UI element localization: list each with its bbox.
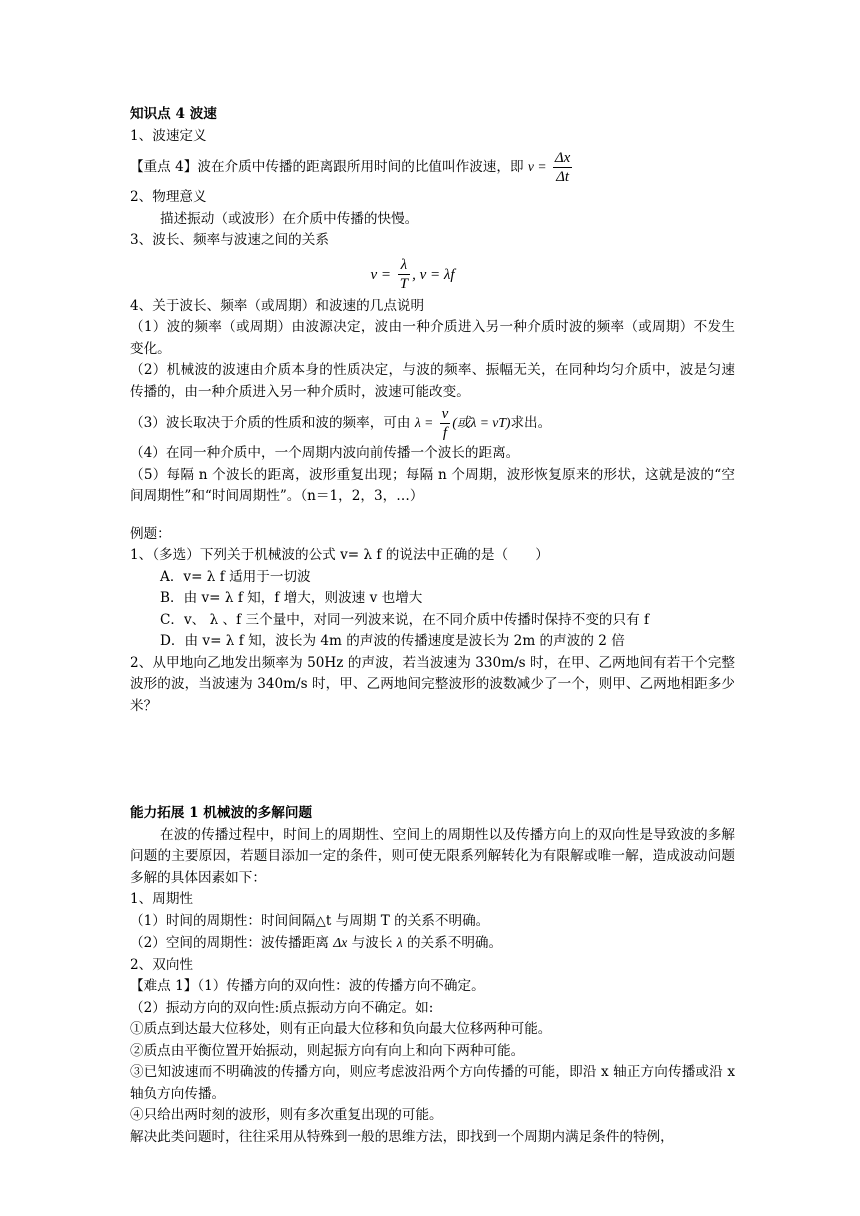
option-b: B．由 v= λ f 知，f 增大，则波速 v 也增大 [160, 590, 423, 606]
question-2: 2、从甲地向乙地发出频率为 50Hz 的声波，若当波速为 330m/s 时，在甲、乙两地间有若干个完整波形的波，当波速为 340m/s 时，甲、乙两地间完整波形的波数减少了一个，则甲、乙两地相距多少米？ [130, 654, 735, 714]
fraction-denominator: Δt [556, 169, 570, 185]
note-4: （4）在同一种介质中，一个周期内波向前传播一个波长的距离。 [130, 445, 520, 461]
key-point-4 [130, 147, 735, 187]
formula-fraction [553, 149, 572, 186]
question-1: 1、（多选）下列关于机械波的公式 v= λ f 的说法中正确的是（ ） [130, 547, 549, 563]
relation-equation [130, 252, 735, 296]
option-d: D．由 v= λ f 知，波长为 4m 的声波的传播速度是波长为 2m 的声波的 2 倍 [160, 633, 625, 649]
space-lambda: λ [396, 935, 403, 950]
heading-meaning: 2、物理意义 [130, 189, 207, 205]
section-title-wave-speed: 知识点 4 波速 [130, 106, 217, 122]
space-suffix: 的关系不明确。 [406, 935, 503, 951]
note-3-numerator: v [441, 406, 449, 422]
note-3-suffix: 求出。 [510, 415, 552, 431]
space-dx: Δx [333, 935, 348, 950]
difficulty-1: 【难点 1】（1）传播方向的双向性：波的传播方向不确定。 [130, 978, 485, 994]
vibration-direction: （2）振动方向的双向性:质点振动方向不确定。如: [130, 999, 434, 1016]
case-4: ④只给出两时刻的波形，则有多次重复出现的可能。 [130, 1107, 443, 1123]
heading-definition: 1、波速定义 [130, 127, 207, 144]
final-paragraph: 解决此类问题时，往往采用从特殊到一般的思维方法，即找到一个周期内满足条件的特例， [130, 1128, 674, 1145]
formula-v: v = [527, 159, 547, 174]
document-body [130, 104, 735, 1148]
heading-periodicity: 1、周期性 [130, 891, 194, 907]
examples-title: 例题： [130, 525, 171, 542]
relation-fraction [398, 256, 410, 293]
option-c: C．v、 λ 、f 三个量中，对同一列波来说，在不同介质中传播时保持不变的只有 f [160, 611, 650, 628]
space-prefix: （2）空间的周期性：波传播距离 [130, 935, 329, 951]
periodicity-space [130, 932, 735, 955]
heading-relation: 3、波长、频率与波速之间的关系 [130, 232, 329, 248]
relation-v: v = [370, 266, 391, 283]
note-3-lambda: λ = [414, 415, 434, 430]
relation-denominator: T [399, 276, 409, 292]
case-3: ③已知波速而不明确波的传播方向，则应考虑波沿两个方向传播的可能，即沿 x 轴正方向传播或沿 x 轴负方向传播。 [130, 1064, 735, 1102]
note-3-prefix: （3）波长取决于介质的性质和波的频率，可由 [130, 415, 411, 431]
heading-bidirectional: 2、双向性 [130, 956, 194, 973]
section-intro: 在波的传播过程中，时间上的周期性、空间上的周期性以及传播方向上的双向性是导致波的多解问题的主要原因，若题目添加一定的条件，则可使无限系列解转化为有限解或唯一解，造成波动问题多解的具体因素如下： [130, 826, 735, 886]
note-2: （2）机械波的波速由介质本身的性质决定，与波的频率、振幅无关，在同种均匀介质中，波是匀速传播的，由一种介质进入另一种介质时，波速可能改变。 [130, 362, 735, 400]
section-title-multi-solution: 能力拓展 1 机械波的多解问题 [130, 805, 313, 821]
note-3-denominator: f [442, 425, 448, 441]
note-1: （1）波的频率（或周期）由波源决定，波由一种介质进入另一种介质时波的频率（或周期）不发生变化。 [130, 319, 735, 357]
option-a: A．v= λ f 适用于一切波 [160, 568, 311, 585]
fraction-numerator: Δx [554, 150, 571, 166]
relation-rest: , v = λf [412, 266, 455, 283]
case-2: ②质点由平衡位置开始振动，则起振方向有向上和向下两种可能。 [130, 1042, 525, 1059]
heading-notes: 4、关于波长、频率（或周期）和波速的几点说明 [130, 297, 425, 314]
note-3-fraction [440, 405, 451, 442]
note-3 [130, 403, 735, 443]
case-1: ①质点到达最大位移处，则有正向最大位移和负向最大位移两种可能。 [130, 1021, 552, 1037]
note-5: （5）每隔 n 个波长的距离，波形重复出现；每隔 n 个周期，波形恢复原来的形状，这就是波的“空间周期性”和“时间周期性”。（n＝1，2，3，…） [130, 466, 735, 504]
relation-numerator: λ [398, 256, 410, 275]
periodicity-time: （1）时间的周期性：时间间隔△t 与周期 T 的关系不明确。 [130, 912, 490, 929]
key-point-text: 【重点 4】波在介质中传播的距离跟所用时间的比值叫作波速，即 [130, 159, 524, 175]
note-3-alt: (或λ = vT) [452, 415, 511, 430]
meaning-text: 描述振动（或波形）在介质中传播的快慢。 [160, 210, 419, 227]
space-mid: 与波长 [351, 935, 393, 951]
